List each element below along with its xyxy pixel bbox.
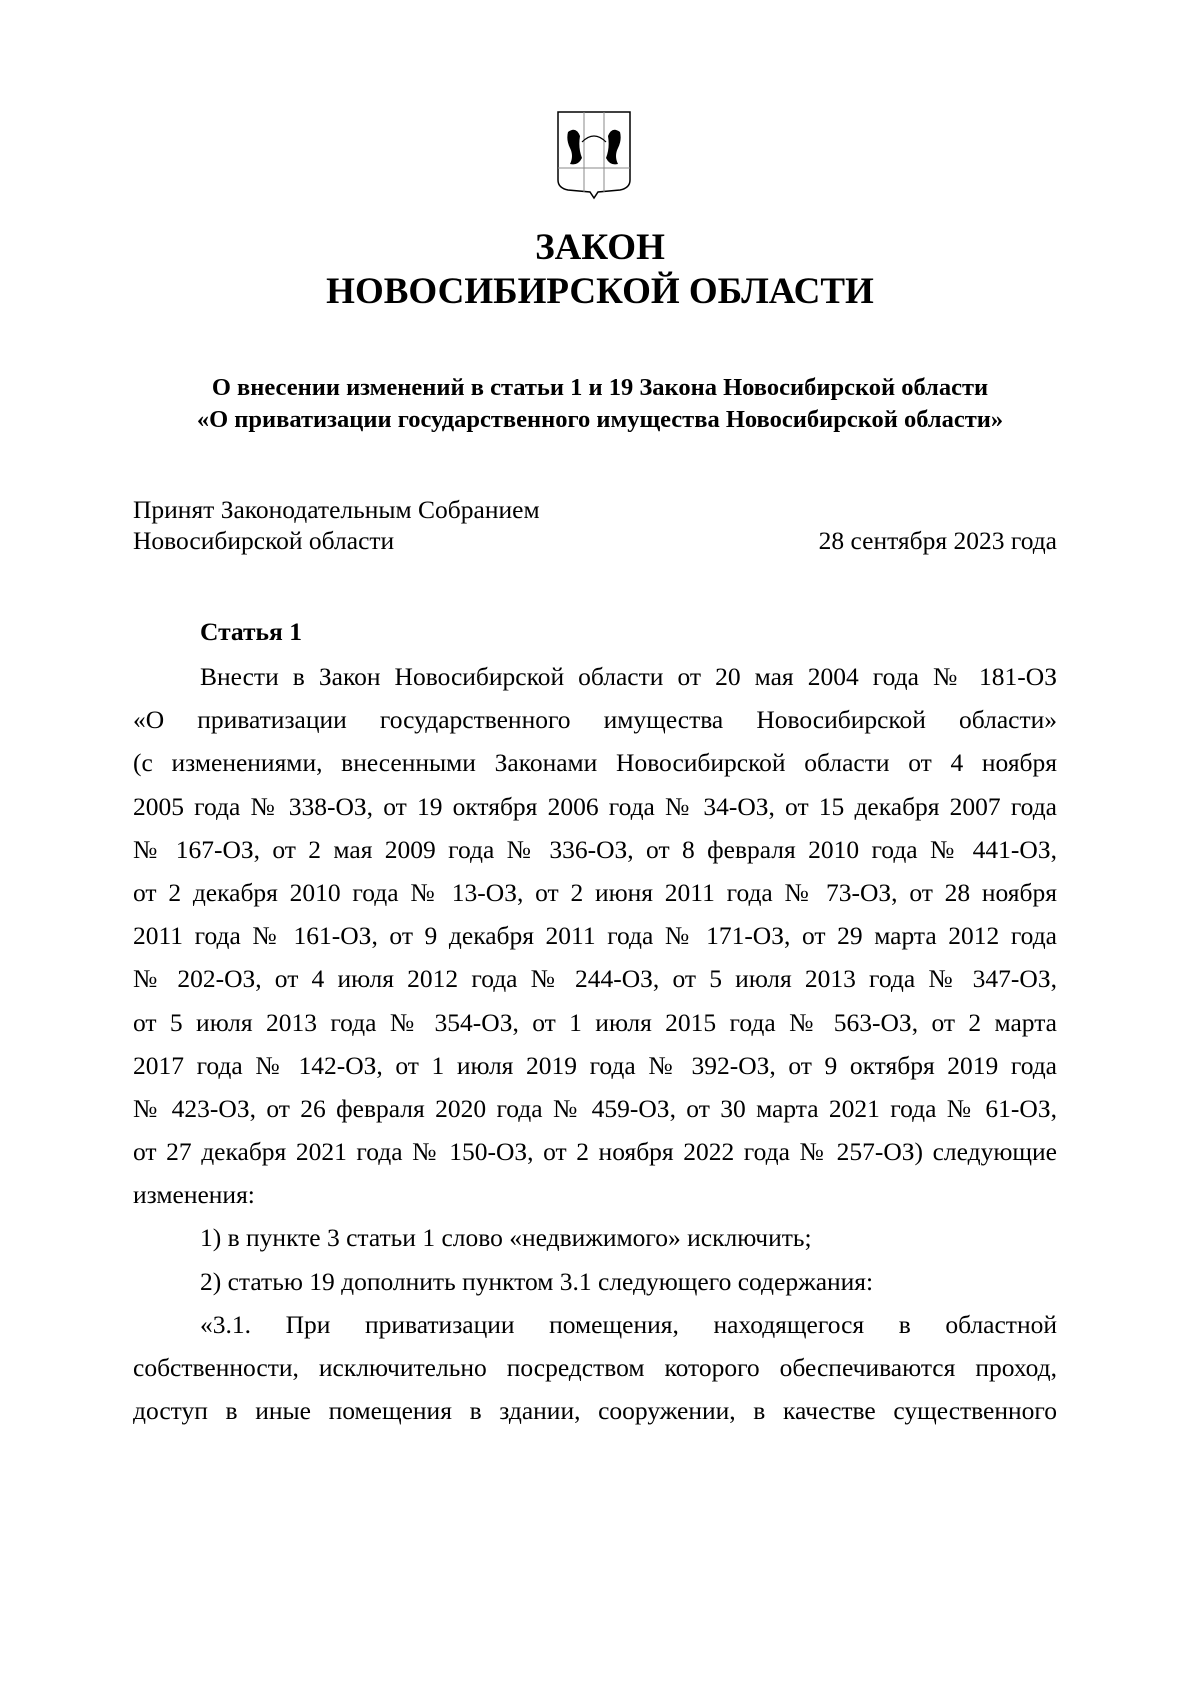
quoted-text-line: доступ в иные помещения в здании, сооружении, в качестве существенного	[133, 1396, 1057, 1426]
adoption-date: 28 сентября 2023 года	[818, 526, 1057, 555]
amendment-item-2: 2) статью 19 дополнить пунктом 3.1 следующего содержания:	[200, 1266, 874, 1296]
article-line: № 423-ОЗ, от 26 февраля 2020 года № 459-ОЗ, от 30 марта 2021 года № 61-ОЗ,	[133, 1093, 1057, 1123]
article-line: от 2 декабря 2010 года № 13-ОЗ, от 2 июня 2011 года № 73-ОЗ, от 28 ноября	[133, 877, 1057, 907]
article-line: изменения:	[133, 1180, 255, 1210]
article-line: от 5 июля 2013 года № 354-ОЗ, от 1 июля 2015 года № 563-ОЗ, от 2 марта	[133, 1007, 1057, 1037]
quoted-text-line: «3.1. При приватизации помещения, находящегося в областной	[200, 1309, 1057, 1339]
article-line: от 27 декабря 2021 года № 150-ОЗ, от 2 ноября 2022 года № 257-ОЗ) следующие	[133, 1137, 1057, 1167]
article-line: 2011 года № 161-ОЗ, от 9 декабря 2011 года № 171-ОЗ, от 29 марта 2012 года	[133, 921, 1057, 951]
adoption-body-line-1: Принят Законодательным Собранием	[133, 495, 540, 524]
law-subtitle-line-2: «О приватизации государственного имущества Новосибирской области»	[196, 406, 1004, 433]
article-line: 2017 года № 142-ОЗ, от 1 июля 2019 года № 392-ОЗ, от 9 октября 2019 года	[133, 1050, 1057, 1080]
article-line: № 167-ОЗ, от 2 мая 2009 года № 336-ОЗ, от 8 февраля 2010 года № 441-ОЗ,	[133, 834, 1057, 864]
article-heading: Статья 1	[200, 617, 302, 646]
document-type-title: ЗАКОН	[535, 227, 665, 268]
region-title: НОВОСИБИРСКОЙ ОБЛАСТИ	[326, 271, 874, 312]
law-subtitle-line-1: О внесении изменений в статьи 1 и 19 Закона Новосибирской области	[211, 374, 989, 401]
adoption-body-line-2: Новосибирской области	[133, 526, 395, 555]
amendment-item-1: 1) в пункте 3 статьи 1 слово «недвижимого» исключить;	[200, 1223, 812, 1253]
coat-of-arms-emblem	[556, 110, 632, 200]
article-line: «О приватизации государственного имущества Новосибирской области»	[133, 705, 1057, 735]
article-line: № 202-ОЗ, от 4 июля 2012 года № 244-ОЗ, от 5 июля 2013 года № 347-ОЗ,	[133, 964, 1057, 994]
article-line: (с изменениями, внесенными Законами Новосибирской области от 4 ноября	[133, 748, 1057, 778]
article-line: 2005 года № 338-ОЗ, от 19 октября 2006 года № 34-ОЗ, от 15 декабря 2007 года	[133, 791, 1057, 821]
article-line: Внести в Закон Новосибирской области от 20 мая 2004 года № 181-ОЗ	[200, 662, 1057, 691]
article-body	[133, 655, 1057, 1432]
quoted-text-line: собственности, исключительно посредством которого обеспечиваются проход,	[133, 1353, 1057, 1382]
